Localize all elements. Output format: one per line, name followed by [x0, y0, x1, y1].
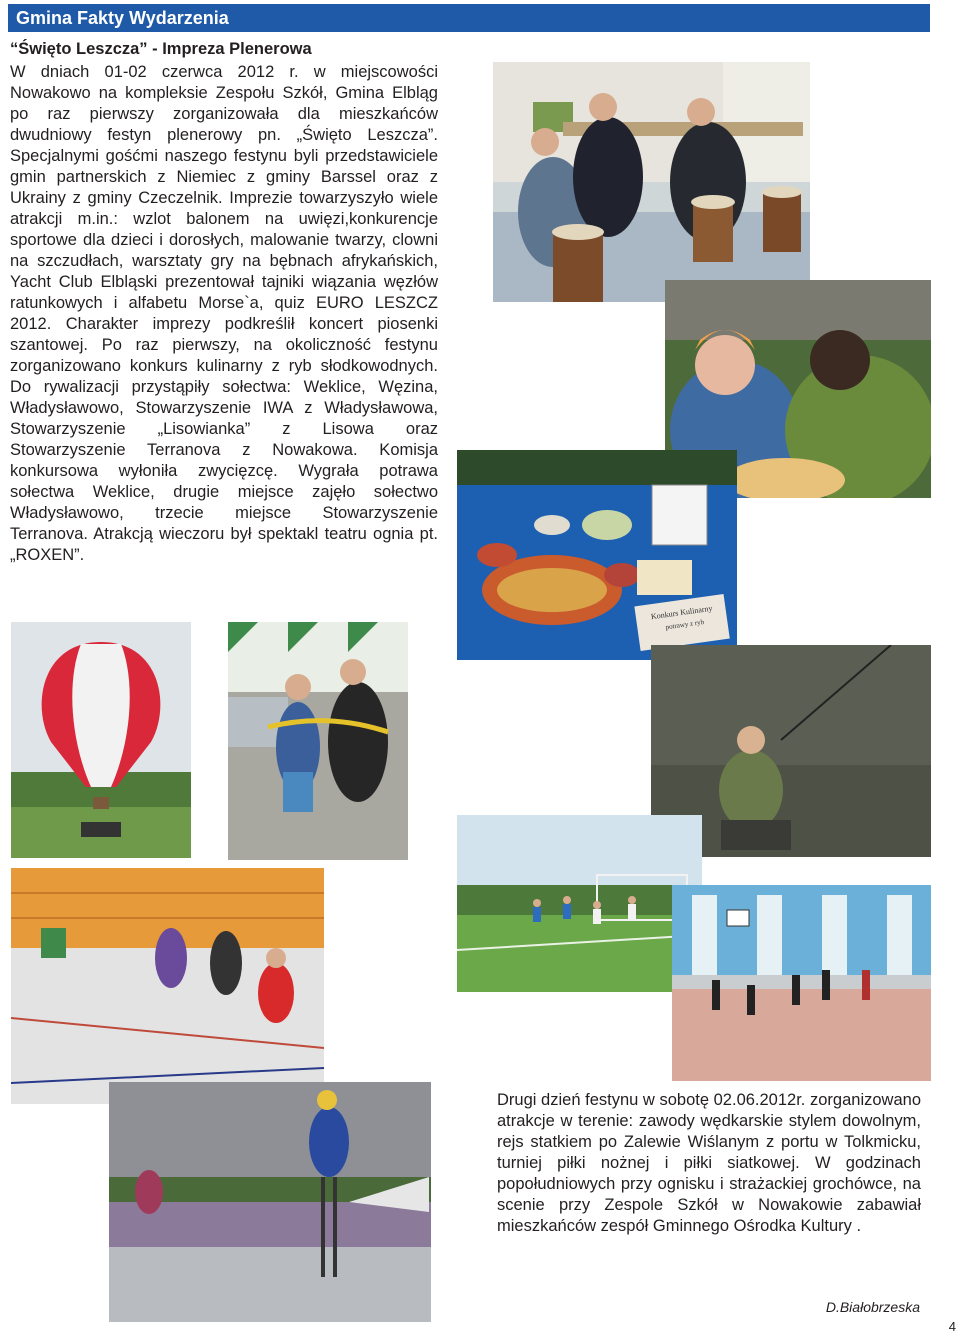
header-bar: [8, 4, 930, 32]
food-card-line2: potrawy z ryb: [665, 617, 705, 632]
volleyball-photo: [672, 885, 931, 1081]
author-signature: D.Białobrzeska: [825, 1299, 920, 1315]
food-card-line1: Konkurs Kulinarny: [650, 603, 713, 622]
article-title: “Święto Leszcza” - Impreza Plenerowa: [10, 40, 312, 58]
header-title: Gmina Fakty Wydarzenia: [16, 8, 229, 28]
page-number: 4: [948, 1319, 956, 1334]
stilt-clowns-photo: [109, 1082, 431, 1322]
fish-dishes-photo: [457, 450, 737, 660]
day2-text: Drugi dzień festynu w sobotę 02.06.2012r. zorganizowano atrakcje w terenie: zawody wędkarskie stylem dowolnym, rejs statkiem po Zalewie Wiślanym z portu w Tolkmicku, turniej piłki nożnej i piłki siatkowej. W godzinach popołudniowych przy ognisku i strażackiej grochówce, na scenie przy Zespole Szkół w Nowakowie zabawiał mieszkańców zespół Gminnego Ośrodka Kultury .: [497, 1091, 921, 1235]
football-photo: [457, 815, 702, 992]
article-body: [10, 62, 438, 566]
drum-workshop-photo: [493, 62, 810, 302]
article-paragraph: W dniach 01-02 czerwca 2012 r. w miejscowości Nowakowo na kompleksie Zespołu Szkół, Gmina Elbląg po raz pierwszy zorganizowała dla mieszkańców dwudniowy festyn plenerowy pn. „Święto Leszcza”. Specjalnymi gośćmi naszego festynu byli przedstawiciele gmin partnerskich z Niemiec z gminy Barssel oraz z Ukrainy z gminy Czeczelnik. Imprezie towarzyszyło wiele atrakcji m.in.: wzlot balonem na uwięzi,konkurencje sportowe dla dzieci i dorosłych, malowanie twarzy, clowni na szczudłach, warsztaty gry na bębnach afrykańskich, Yacht Club Elbląski prezentował tajniki wiązania węzłów ratunkowych i alfabetu Morse`a, quiz EURO LESZCZ 2012. Charakter imprezy podkreślił koncert piosenki szantowej. Po raz pierwszy, na okoliczność festynu zorganizowano konkurs kulinarny z ryb słodkowodnych. Do rywalizacji przystąpiły sołectwa: Weklice, Węzina, Władysławowo, Stowarzyszenie IWA z Władysławowa, Stowarzyszenie „Lisowianka” z Lisowa oraz Stowarzyszenie Terranova z Nowakowa. Komisja konkursowa wyłoniła zwycięzcę. Wygrała potrawa sołectwa Weklice, drugie miejsce zajęło sołectwo Władysławowo, trzecie miejsce Stowarzyszenie Terranova. Atrakcją wieczoru był spektakl teatru ognia pt. „ROXEN”.: [10, 63, 438, 564]
balloon-photo: [11, 622, 191, 858]
gym-games-photo: [11, 868, 324, 1104]
knot-tying-photo: [228, 622, 408, 860]
